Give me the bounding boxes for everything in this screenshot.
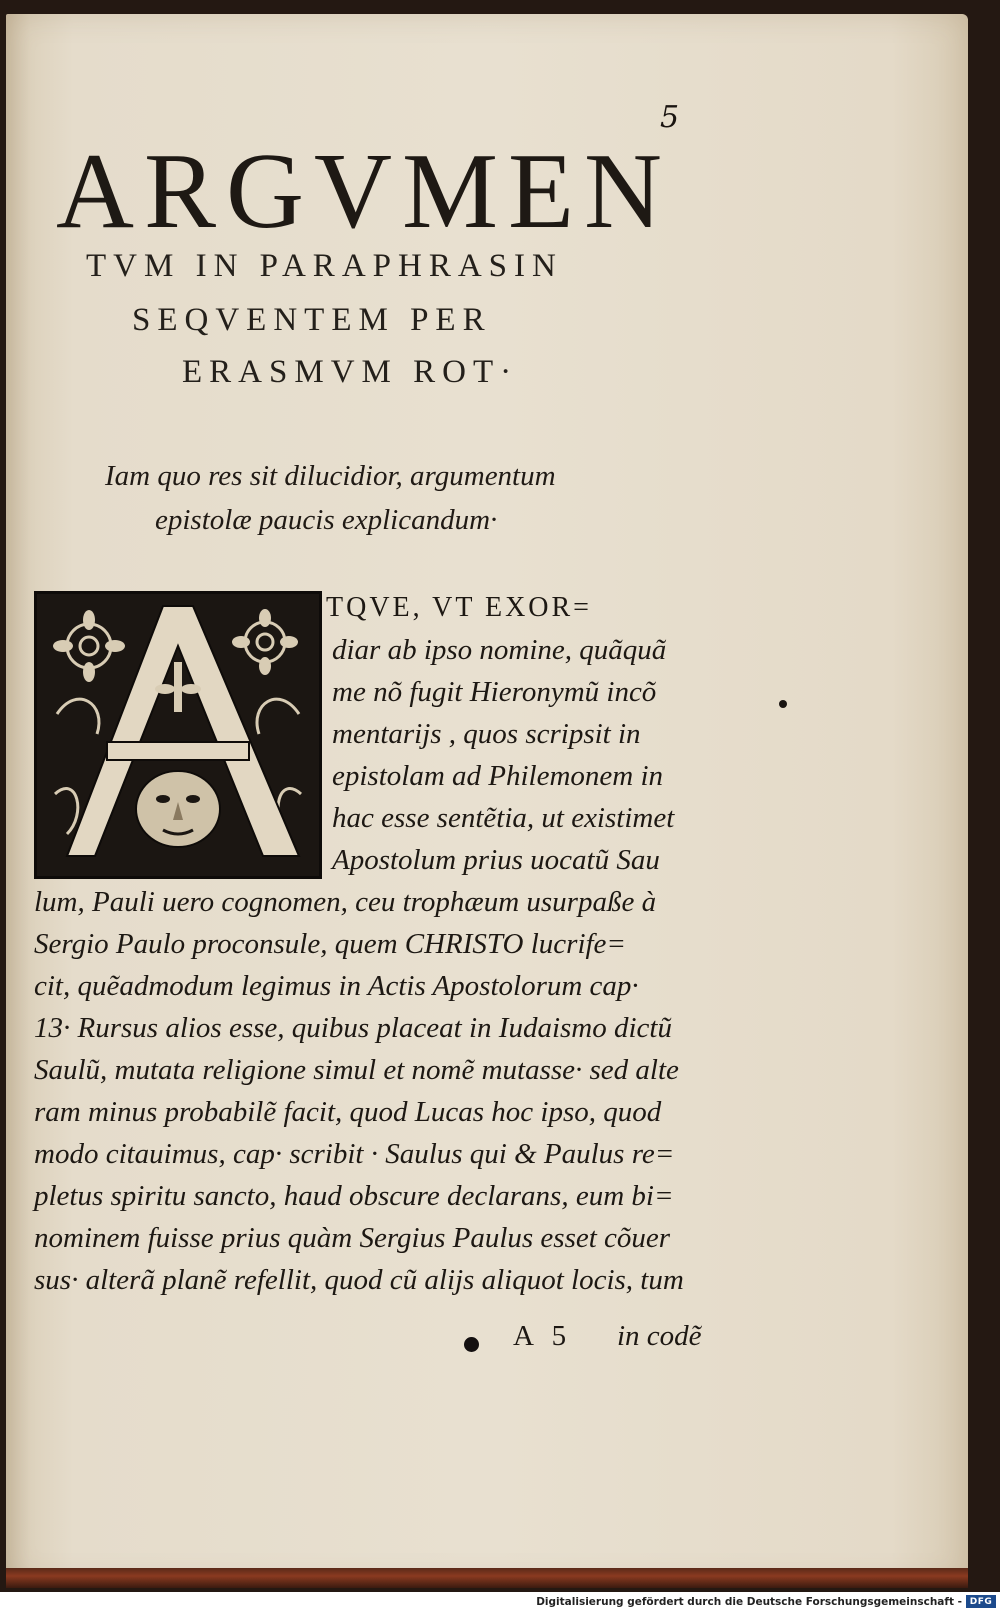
signature-mark: A 5 bbox=[513, 1320, 573, 1352]
body-line-10: cit, quẽadmodum legimus in Actis Apostolorum cap· bbox=[34, 970, 639, 1002]
body-line-13: ram minus probabilẽ facit, quod Lucas hoc ipso, quod bbox=[34, 1096, 662, 1128]
intro-line-1: Iam quo res sit dilucidior, argumentum bbox=[105, 460, 556, 492]
body-line-1: TQVE, VT EXOR= bbox=[326, 592, 592, 623]
footer-bar bbox=[0, 1592, 1000, 1611]
title-heading: ARGVMEN bbox=[56, 132, 673, 251]
body-line-7: Apostolum prius uocatũ Sau bbox=[332, 844, 660, 876]
title-line-2: SEQVENTEM PER bbox=[132, 302, 492, 338]
page-edge bbox=[6, 1568, 968, 1588]
title-line-1: TVM IN PARAPHRASIN bbox=[86, 248, 563, 284]
body-line-9: Sergio Paulo proconsule, quem CHRISTO lucrife= bbox=[34, 928, 626, 960]
body-line-16: nominem fuisse prius quàm Sergius Paulus esset cõuer bbox=[34, 1222, 671, 1254]
page-number: 5 bbox=[660, 100, 680, 135]
body-line-2: diar ab ipso nomine, quãquã bbox=[332, 634, 667, 666]
catchword: in codẽ bbox=[617, 1320, 702, 1352]
body-line-11: 13· Rursus alios esse, quibus placeat in Iudaismo dictũ bbox=[34, 1012, 672, 1044]
footer-credit: Digitalisierung gefördert durch die Deutsche Forschungsgemeinschaft - bbox=[536, 1595, 962, 1608]
body-line-17: sus· alterã planẽ refellit, quod cũ alijs aliquot locis, tum bbox=[34, 1264, 684, 1296]
ink-spot-bottom bbox=[464, 1337, 479, 1352]
body-line-3: me nõ fugit Hieronymũ incõ bbox=[332, 676, 657, 708]
body-line-8: lum, Pauli uero cognomen, ceu trophæum usurpaße à bbox=[34, 886, 657, 918]
body-line-14: modo citauimus, cap· scribit · Saulus qui & Paulus re= bbox=[34, 1138, 675, 1170]
intro-line-2: epistolæ paucis explicandum· bbox=[155, 504, 498, 536]
decorated-initial-woodcut bbox=[37, 594, 319, 876]
decorated-initial bbox=[34, 591, 322, 879]
dfg-logo: DFG bbox=[966, 1595, 996, 1608]
body-line-5: epistolam ad Philemonem in bbox=[332, 760, 664, 792]
body-line-4: mentarijs , quos scripsit in bbox=[332, 718, 641, 750]
body-line-6: hac esse sentẽtia, ut existimet bbox=[332, 802, 675, 834]
ink-spot bbox=[779, 700, 787, 708]
body-line-15: pletus spiritu sancto, haud obscure declarans, eum bi= bbox=[34, 1180, 674, 1212]
body-line-12: Saulũ, mutata religione simul et nomẽ mutasse· sed alte bbox=[34, 1054, 679, 1086]
title-line-3: ERASMVM ROT· bbox=[182, 354, 519, 390]
